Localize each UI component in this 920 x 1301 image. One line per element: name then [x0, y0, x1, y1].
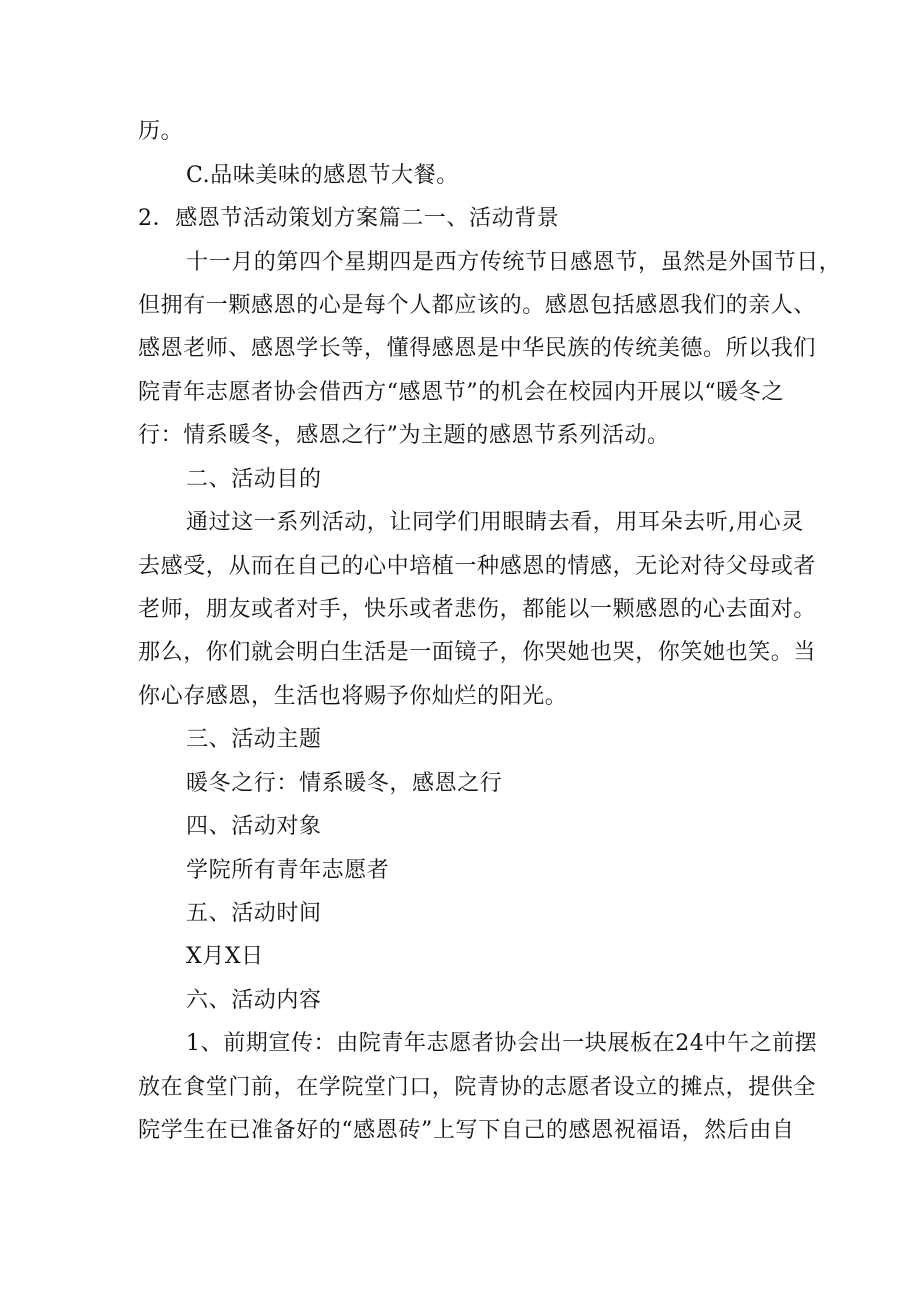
text-line: 学院所有青年志愿者: [186, 858, 390, 883]
text-line: 院青年志愿者协会借西方“感恩节”的机会在校园内开展以“暖冬之: [138, 380, 784, 405]
text-line: 暖冬之行：情系暖冬，感恩之行: [186, 771, 503, 796]
section-heading: 二、活动目的: [186, 467, 322, 492]
text-line: 行：情系暖冬，感恩之行”为主题的感恩节系列活动。: [138, 423, 670, 448]
text-line: 放在食堂门前，在学院堂门口，院青协的志愿者设立的摊点，提供全: [138, 1075, 817, 1100]
text-line: X月X日: [186, 944, 264, 969]
text-line: C.品味美味的感恩节大餐。: [186, 163, 459, 188]
text-line: 院学生在已准备好的“感恩砖”上写下自己的感恩祝福语，然后由自: [138, 1118, 795, 1143]
text-line: 历。: [138, 119, 184, 144]
text-line: 你心存感恩，生活也将赐予你灿烂的阳光。: [138, 684, 568, 709]
text-line: 那么，你们就会明白生活是一面镜子，你哭她也哭，你笑她也笑。当: [138, 640, 817, 665]
text-line: 十一月的第四个星期四是西方传统节日感恩节，虽然是外国节日，: [186, 250, 842, 275]
section-heading: 三、活动主题: [186, 727, 322, 752]
section-heading: 六、活动内容: [186, 988, 322, 1013]
text-line: 去感受，从而在自己的心中培植一种感恩的情感，无论对待父母或者: [138, 554, 817, 579]
text-line: 感恩老师、感恩学长等，懂得感恩是中华民族的传统美德。所以我们: [138, 336, 817, 361]
section-heading: 四、活动对象: [186, 814, 322, 839]
text-line: 1、前期宣传：由院青年志愿者协会出一块展板在24中午之前摆: [186, 1031, 818, 1056]
text-line: 通过这一系列活动，让同学们用眼睛去看，用耳朵去听,用心灵: [186, 510, 804, 535]
section-heading: 2．感恩节活动策划方案篇二一、活动背景: [138, 206, 560, 231]
text-line: 老师，朋友或者对手，快乐或者悲伤，都能以一颗感恩的心去面对。: [138, 597, 817, 622]
section-heading: 五、活动时间: [186, 901, 322, 926]
text-line: 但拥有一颗感恩的心是每个人都应该的。感恩包括感恩我们的亲人、: [138, 293, 817, 318]
